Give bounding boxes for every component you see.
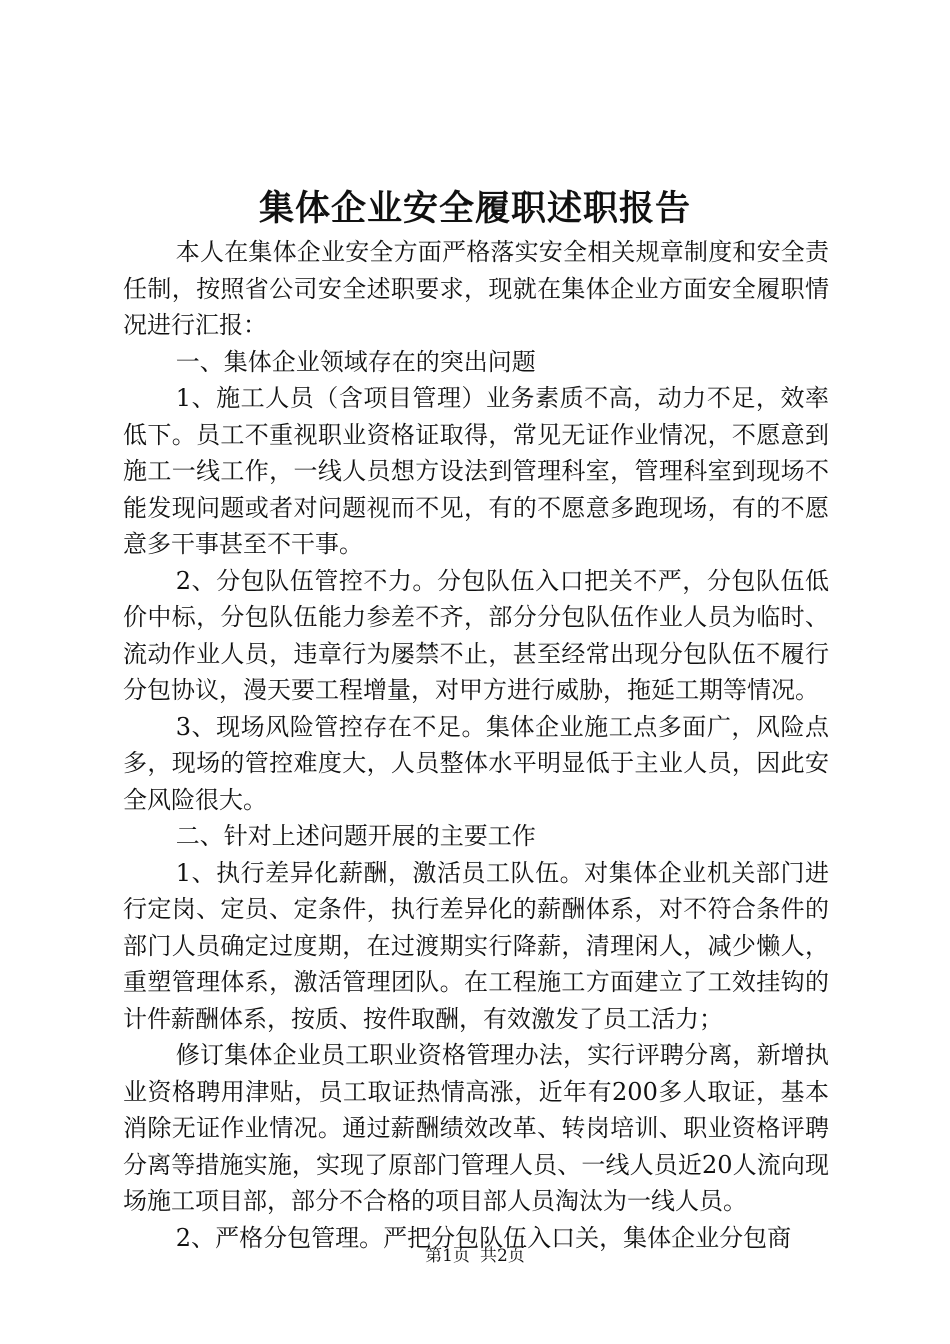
paragraph-problem-1: 1、施工人员（含项目管理）业务素质不高，动力不足，效率低下。员工不重视职业资格证取得，常见无证作业情况，不愿意到施工一线工作，一线人员想方设法到管理科室，管理科室到现场不能发现问题或者对问题视而不见，有的不愿意多跑现场，有的不愿意多干事甚至不干事。 <box>123 384 829 558</box>
document-title: 集体企业安全履职述职报告 <box>258 188 691 229</box>
page-number: 第1页 <box>425 1246 470 1266</box>
paragraph-work-1-continued: 修订集体企业员工职业资格管理办法，实行评聘分离，新增执业资格聘用津贴，员工取证热情高涨，近年有200多人取证，基本消除无证作业情况。通过薪酬绩效改革、转岗培训、职业资格评聘分离等措施实施，实现了原部门管理人员、一线人员近20人流向现场施工项目部，部分不合格的项目部人员淘汰为一线人员。 <box>123 1041 829 1215</box>
section-heading-1: 一、集体企业领域存在的突出问题 <box>175 347 536 376</box>
paragraph-problem-3: 3、现场风险管控存在不足。集体企业施工点多面广，风险点多，现场的管控难度大，人员整体水平明显低于主业人员，因此安全风险很大。 <box>123 712 829 814</box>
page-total: 共2页 <box>480 1246 525 1266</box>
page-footer <box>0 1244 950 1268</box>
section-heading-2: 二、针对上述问题开展的主要工作 <box>175 822 536 850</box>
paragraph-intro: 本人在集体企业安全方面严格落实安全相关规章制度和安全责任制，按照省公司安全述职要求，现就在集体企业方面安全履职情况进行汇报： <box>123 238 829 339</box>
paragraph-problem-2: 2、分包队伍管控不力。分包队伍入口把关不严，分包队伍低价中标，分包队伍能力参差不齐，部分分包队伍作业人员为临时、流动作业人员，违章行为屡禁不止，甚至经常出现分包队伍不履行分包协议，漫天要工程增量，对甲方进行威胁，拖延工期等情况。 <box>123 566 829 704</box>
document-body <box>123 234 829 1256</box>
paragraph-work-1: 1、执行差异化薪酬，激活员工队伍。对集体企业机关部门进行定岗、定员、定条件，执行差异化的薪酬体系，对不符合条件的部门人员确定过度期，在过渡期实行降薪，清理闲人，减少懒人，重塑管理体系，激活管理团队。在工程施工方面建立了工效挂钩的计件薪酬体系，按质、按件取酬，有效激发了员工活力； <box>123 858 829 1033</box>
paragraph-work-2: 2、严格分包管理。严把分包队伍入口关，集体企业分包商 <box>175 1223 792 1252</box>
